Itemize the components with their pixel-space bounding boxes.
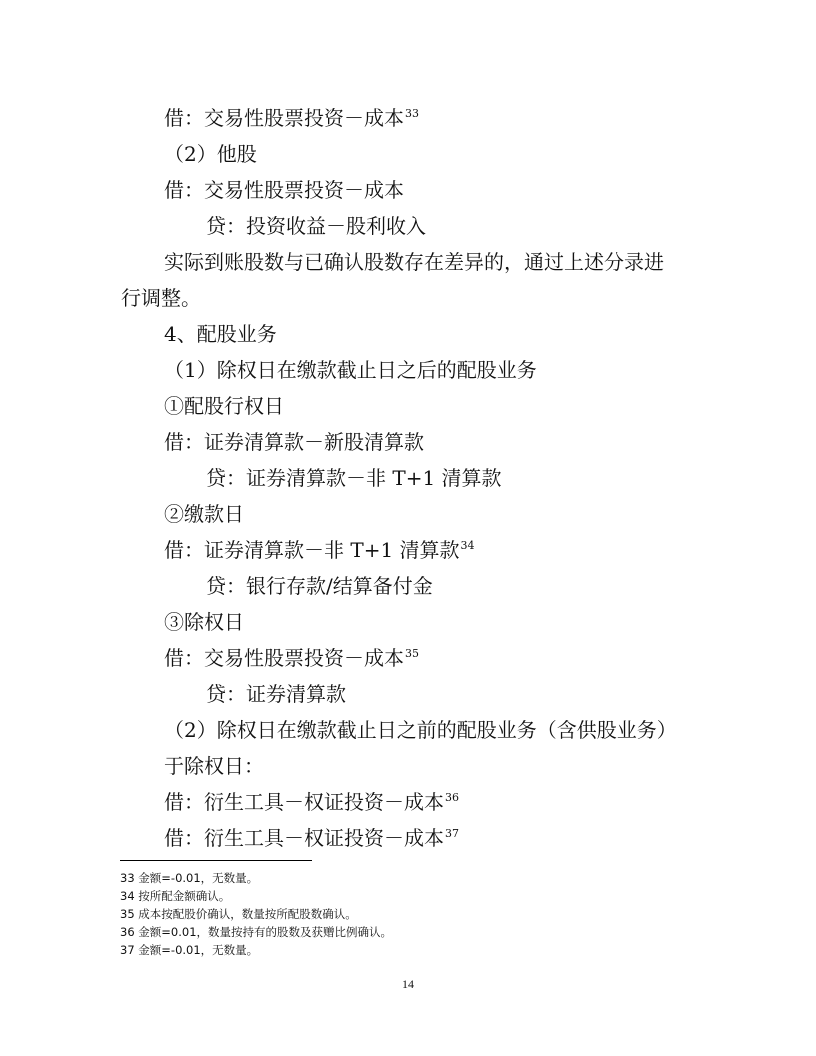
footnote-ref: 33 [405, 107, 419, 121]
text-line: 借：证券清算款－新股清算款 [164, 430, 424, 454]
footnote: 34 按所配金额确认。 [120, 889, 231, 903]
text-line: 贷：投资收益－股利收入 [206, 214, 426, 238]
subsection-heading: （2）除权日在缴款截止日之前的配股业务（含供股业务） [164, 718, 677, 742]
text-line: 行调整。 [121, 286, 201, 310]
footnote-ref: 34 [460, 539, 475, 553]
text-line: ③除权日 [164, 610, 244, 634]
text-line: 借：衍生工具－权证投资－成本$^{37}$ [164, 826, 459, 850]
text-line: 借：交易性股票投资－成本$^{33}$ [164, 106, 419, 130]
text-line: ②缴款日 [164, 502, 244, 526]
text-line: 贷：银行存款/结算备付金 [206, 574, 433, 598]
text-line: 借：证券清算款－非 T+1 清算款$^{34}$ [164, 538, 475, 562]
text-line: ①配股行权日 [164, 394, 284, 418]
text-line: 贷：证券清算款－非 T+1 清算款 [206, 466, 502, 490]
footnote-separator [120, 860, 312, 861]
text-line: 于除权日： [164, 754, 264, 778]
footnote-ref: 36 [445, 791, 459, 805]
footnote: 33 金额=-0.01，无数量。 [120, 871, 259, 885]
footnote: 36 金额=0.01，数量按持有的股数及获赠比例确认。 [120, 925, 393, 939]
footnote: 35 成本按配股价确认，数量按所配股数确认。 [120, 907, 357, 921]
text-line: 借：交易性股票投资－成本$^{35}$ [164, 646, 419, 670]
text-line: （2）他股 [164, 142, 257, 166]
footnote: 37 金额=-0.01，无数量。 [120, 943, 259, 957]
text-line: 实际到账股数与已确认股数存在差异的，通过上述分录进 [164, 250, 664, 274]
footnote-ref: 35 [405, 647, 419, 661]
text-line: 借：交易性股票投资－成本 [164, 178, 404, 202]
subsection-heading: （1）除权日在缴款截止日之后的配股业务 [164, 358, 537, 382]
section-heading: 4、配股业务 [164, 322, 277, 346]
page-number: 14 [402, 977, 414, 991]
text-line: 贷：证券清算款 [206, 682, 346, 706]
footnote-ref: 37 [445, 827, 459, 841]
text-line: 借：衍生工具－权证投资－成本$^{36}$ [164, 790, 459, 814]
